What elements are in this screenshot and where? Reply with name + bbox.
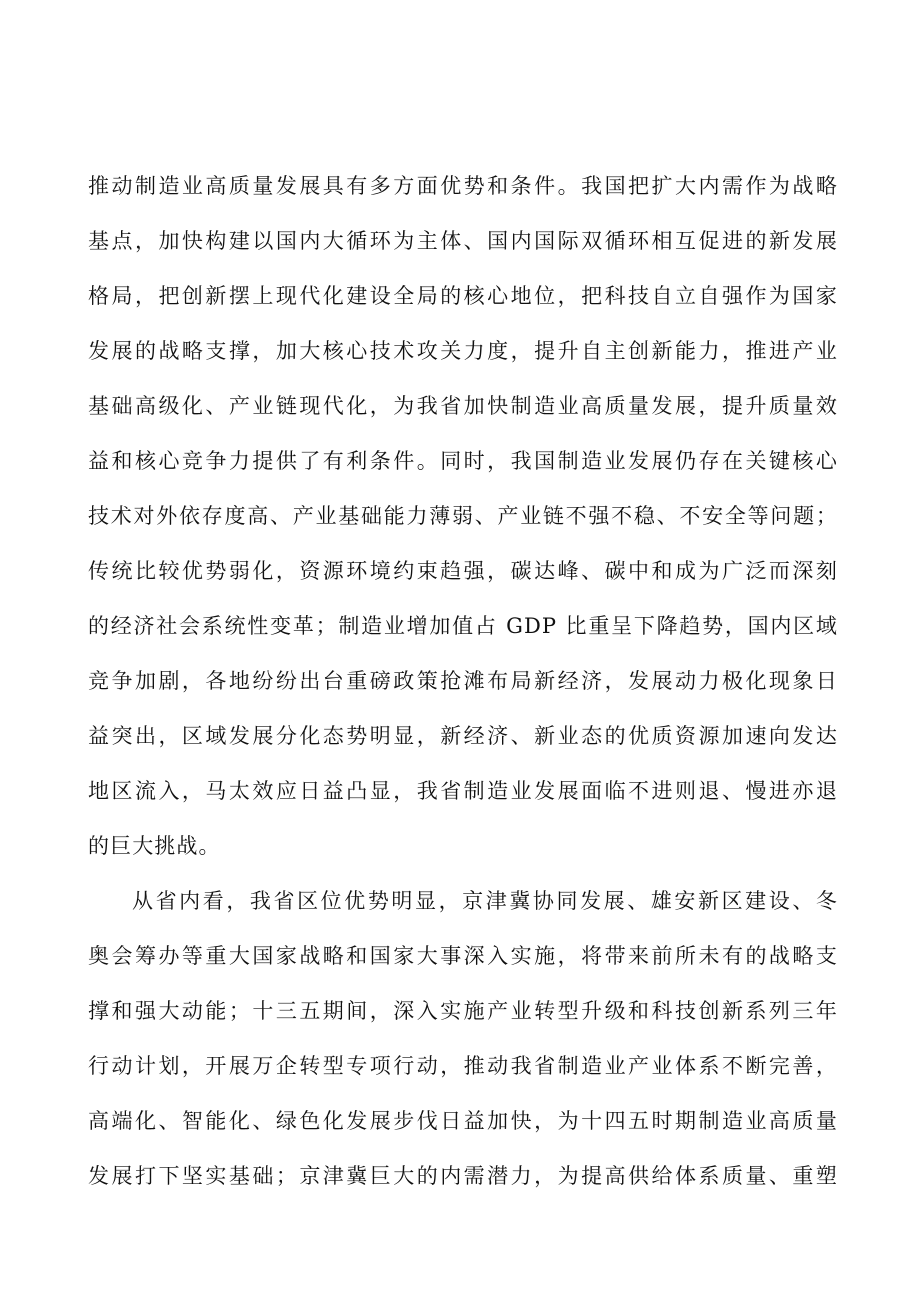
paragraph-1-line-3: 格局，把创新摆上现代化建设全局的核心地位，把科技自立自强作为国家 xyxy=(88,284,838,308)
paragraph-1-line-10: 竞争加剧，各地纷纷出台重磅政策抢滩布局新经济，发展动力极化现象日 xyxy=(88,669,838,693)
paragraph-1-line-1: 推动制造业高质量发展具有多方面优势和条件。我国把扩大内需作为战略 xyxy=(88,174,838,198)
paragraph-2-line-3: 撑和强大动能；十三五期间，深入实施产业转型升级和科技创新系列三年 xyxy=(88,999,838,1023)
paragraph-2-line-2: 奥会筹办等重大国家战略和国家大事深入实施，将带来前所未有的战略支 xyxy=(88,944,838,968)
paragraph-1-line-12: 地区流入，马太效应日益凸显，我省制造业发展面临不进则退、慢进亦退 xyxy=(88,779,838,803)
paragraph-1-line-7: 技术对外依存度高、产业基础能力薄弱、产业链不强不稳、不安全等问题； xyxy=(88,504,838,528)
paragraph-1-line-5: 基础高级化、产业链现代化，为我省加快制造业高质量发展，提升质量效 xyxy=(88,394,838,418)
paragraph-1-line-13: 的巨大挑战。 xyxy=(88,834,221,858)
paragraph-1-line-4: 发展的战略支撑，加大核心技术攻关力度，提升自主创新能力，推进产业 xyxy=(88,339,838,363)
paragraph-2-line-6: 发展打下坚实基础；京津冀巨大的内需潜力，为提高供给体系质量、重塑 xyxy=(88,1164,838,1188)
paragraph-1-line-8: 传统比较优势弱化，资源环境约束趋强，碳达峰、碳中和成为广泛而深刻 xyxy=(88,559,838,583)
paragraph-1-line-11: 益突出，区域发展分化态势明显，新经济、新业态的优质资源加速向发达 xyxy=(88,724,838,748)
paragraph-2-line-5: 高端化、智能化、绿色化发展步伐日益加快，为十四五时期制造业高质量 xyxy=(88,1109,838,1133)
paragraph-2-line-4: 行动计划，开展万企转型专项行动，推动我省制造业产业体系不断完善， xyxy=(88,1054,838,1078)
paragraph-1-line-6: 益和核心竞争力提供了有利条件。同时，我国制造业发展仍存在关键核心 xyxy=(88,449,838,473)
paragraph-1-line-9: 的经济社会系统性变革；制造业增加值占 GDP 比重呈下降趋势，国内区域 xyxy=(88,614,838,638)
paragraph-2-line-1: 从省内看，我省区位优势明显，京津冀协同发展、雄安新区建设、冬 xyxy=(132,889,838,913)
paragraph-1-line-2: 基点，加快构建以国内大循环为主体、国内国际双循环相互促进的新发展 xyxy=(88,229,838,253)
